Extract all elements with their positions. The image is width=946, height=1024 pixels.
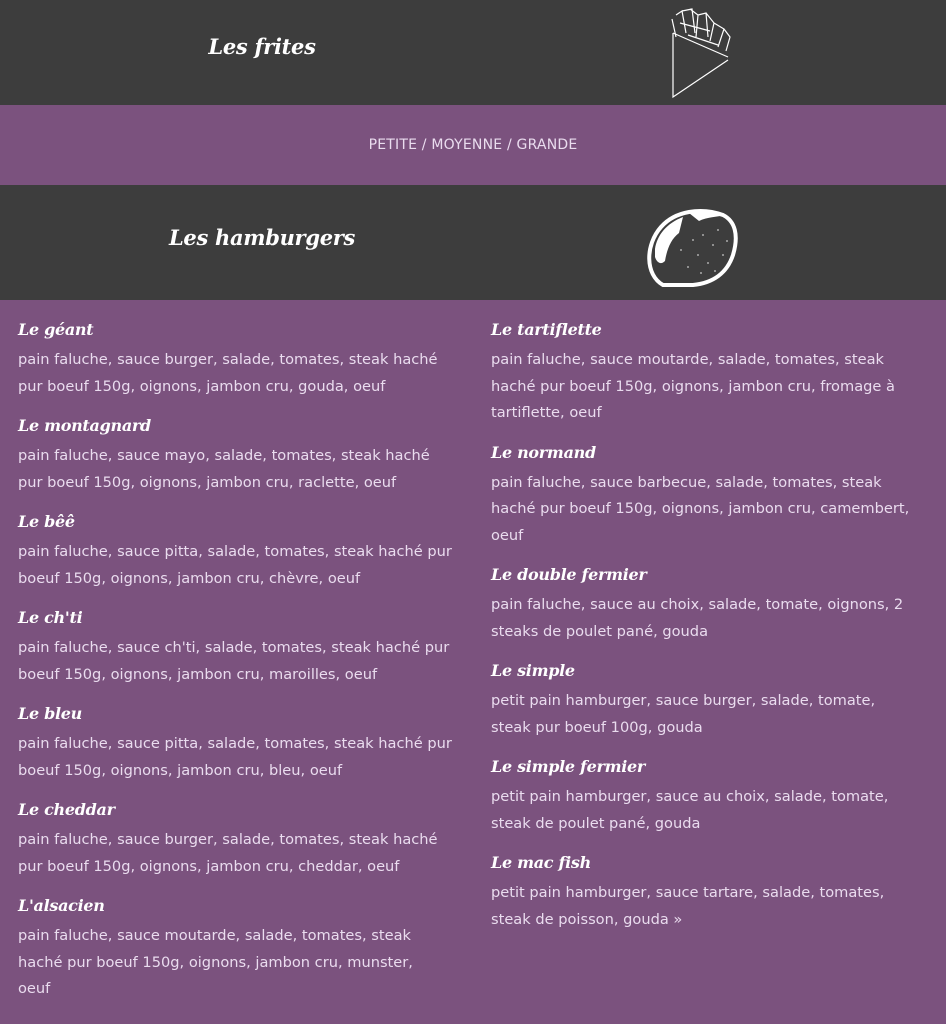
item-title: Le cheddar <box>18 800 115 819</box>
item-title: Le montagnard <box>18 416 151 435</box>
item-description: pain faluche, sauce barbecue, salade, tomates, steak haché pur boeuf 150g, oignons, jambon cru, camembert, oeuf <box>491 473 910 544</box>
item-title: Le géant <box>18 320 94 339</box>
item-description: pain faluche, sauce pitta, salade, tomates, steak haché pur boeuf 150g, oignons, jambon cru, bleu, oeuf <box>18 735 452 779</box>
frites-sizes: PETITE / MOYENNE / GRANDE <box>368 137 578 153</box>
menu-item <box>491 313 921 427</box>
menu-item <box>491 846 921 933</box>
menu-item <box>491 558 921 645</box>
menu-item <box>491 750 921 837</box>
item-title: Le ch'ti <box>18 608 83 627</box>
menu-item <box>18 889 458 1003</box>
item-description: pain faluche, sauce moutarde, salade, tomates, steak haché pur boeuf 150g, oignons, jambon cru, fromage à tartiflette, oeuf <box>491 351 895 421</box>
item-title: L'alsacien <box>18 896 105 915</box>
menu-item <box>18 601 458 688</box>
item-description: petit pain hamburger, sauce burger, salade, tomate, steak pur boeuf 100g, gouda <box>491 692 876 736</box>
item-title: Le bleu <box>18 704 82 723</box>
item-description: pain faluche, sauce mayo, salade, tomates, steak haché pur boeuf 150g, oignons, jambon cru, raclette, oeuf <box>18 447 430 491</box>
frites-header <box>0 0 946 105</box>
menu-column-right <box>491 313 921 942</box>
item-title: Le tartiflette <box>491 320 602 339</box>
hamburgers-header <box>0 185 946 300</box>
menu-item <box>18 793 458 880</box>
menu-item <box>491 436 921 550</box>
menu-item <box>18 313 458 400</box>
section-title-hamburgers: Les hamburgers <box>168 225 356 250</box>
menu-item <box>18 505 458 592</box>
item-description: petit pain hamburger, sauce tartare, salade, tomates, steak de poisson, gouda » <box>491 884 885 928</box>
item-title: Le mac fish <box>491 853 591 872</box>
item-title: Le double fermier <box>491 565 647 584</box>
item-title: Le bêê <box>18 512 75 531</box>
item-title: Le simple fermier <box>491 757 646 776</box>
item-description: pain faluche, sauce burger, salade, tomates, steak haché pur boeuf 150g, oignons, jambon cru, cheddar, oeuf <box>18 831 438 875</box>
item-description: petit pain hamburger, sauce au choix, salade, tomate, steak de poulet pané, gouda <box>491 788 889 832</box>
taco-icon <box>643 205 743 291</box>
item-description: pain faluche, sauce moutarde, salade, tomates, steak haché pur boeuf 150g, oignons, jambon cru, munster, oeuf <box>18 927 413 997</box>
item-description: pain faluche, sauce ch'ti, salade, tomates, steak haché pur boeuf 150g, oignons, jambon cru, maroilles, oeuf <box>18 639 450 683</box>
item-title: Le normand <box>491 442 596 462</box>
section-title-frites: Les frites <box>208 34 316 59</box>
item-description: pain faluche, sauce au choix, salade, tomate, oignons, 2 steaks de poulet pané, gouda <box>491 596 904 640</box>
item-title: Le simple <box>491 661 575 680</box>
item-description: pain faluche, sauce burger, salade, tomates, steak haché pur boeuf 150g, oignons, jambon cru, gouda, oeuf <box>18 351 438 395</box>
menu-item <box>18 697 458 784</box>
fries-icon <box>668 5 738 99</box>
menu-item <box>491 654 921 741</box>
menu-item <box>18 409 458 496</box>
item-description: pain faluche, sauce pitta, salade, tomates, steak haché pur boeuf 150g, oignons, jambon cru, chèvre, oeuf <box>18 543 452 587</box>
menu-column-left <box>18 313 458 1012</box>
